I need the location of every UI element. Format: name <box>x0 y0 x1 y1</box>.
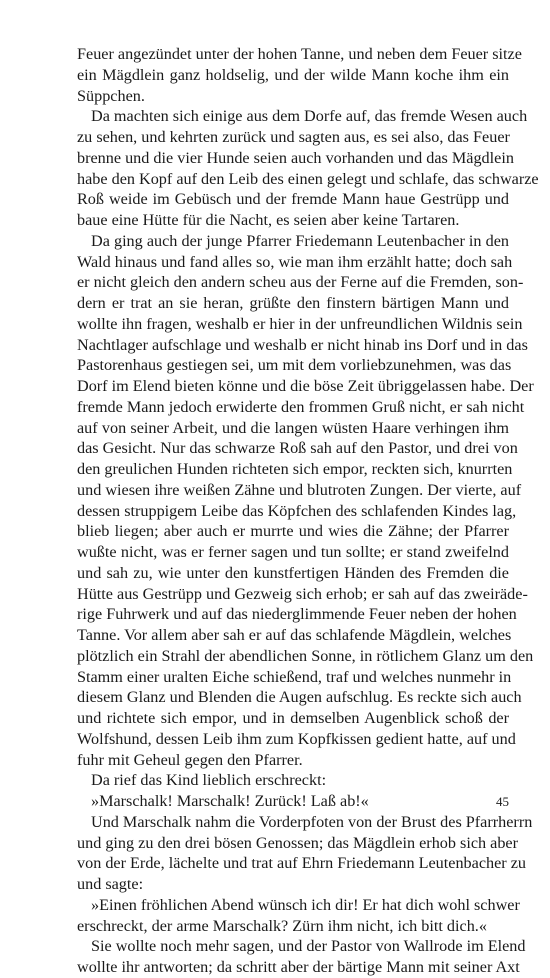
text-line: Dorf im Elend bieten könne und die böse Zeit übriggelassen habe. Der <box>77 377 534 395</box>
text-line: baue eine Hütte für die Nacht, es seien aber keine Tartaren. <box>77 211 460 229</box>
text-line: diesem Glanz und Blenden die Augen aufschlug. Es reckte sich auch <box>77 688 522 707</box>
text-line: und ging zu den drei bösen Genossen; das Mägdlein erhob sich aber <box>77 833 518 852</box>
text-line: dern er trat an sie heran, grüßte den finstern bärtigen Mann und <box>77 294 509 312</box>
text-line: wußte nicht, was er ferner sagen und tun sollte; er stand zweifelnd <box>77 543 509 561</box>
text-line: ein Mägdlein ganz holdselig, und der wilde Mann koche ihm ein <box>77 65 509 84</box>
text-line: dessen struppigem Leibe das Köpfchen des schlafenden Kindes lag, <box>77 501 517 520</box>
text-line: brenne und die vier Hunde seien auch vorhanden und das Mägdlein <box>77 148 514 167</box>
text-line: fuhr mit Geheul gegen den Pfarrer. <box>77 750 303 769</box>
text-line: auf von seiner Arbeit, und die langen wüsten Haare verhingen ihm <box>77 418 509 437</box>
text-line: den greulichen Hunden richteten sich empor, reckten sich, knurrten <box>77 460 513 478</box>
text-line: Nachtlager aufschlage und weshalb er nicht hinab ins Dorf und in das <box>77 335 528 354</box>
text-line: Tanne. Vor allem aber sah er auf das schlafende Mägdlein, welches <box>77 626 512 644</box>
text-line: Pastorenhaus gestiegen sei, um mit dem vorliebzunehmen, was das <box>77 356 512 375</box>
text-line: er nicht gleich den andern scheu aus der Ferne auf die Fremden, son- <box>77 273 524 292</box>
text-line: Und Marschalk nahm die Vorderpfoten von der Brust des Pfarrherrn <box>91 812 533 831</box>
text-line: Stamm einer uralten Eiche schießend, traf und welches nunmehr in <box>77 667 512 686</box>
text-line: »Marschalk! Marschalk! Zurück! Laß ab!« <box>91 792 369 810</box>
text-line: von der Erde, lächelte und trat auf Ehrn Friedemann Leutenbacher zu <box>77 854 527 873</box>
text-line: Da ging auch der junge Pfarrer Friedemann Leutenbacher in den <box>91 231 509 250</box>
text-body <box>77 44 539 978</box>
text-line: erschreckt, der arme Marschalk? Zürn ihm nicht, ich bitt dich.« <box>77 916 487 935</box>
text-line: wollte ihr antworten; da schritt aber der bärtige Mann mit seiner Axt <box>77 958 520 976</box>
text-line: und wiesen ihre weißen Zähne und blutroten Zungen. Der vierte, auf <box>77 480 522 499</box>
text-line: Wolfshund, dessen Leib ihm zum Kopfkissen gedient hatte, auf und <box>77 729 516 748</box>
text-line: Sie wollte noch mehr sagen, und der Pastor von Wallrode im Elend <box>91 937 526 956</box>
text-line: »Einen fröhlichen Abend wünsch ich dir! Er hat dich wohl schwer <box>91 895 520 914</box>
text-line: plötzlich ein Strahl der abendlichen Sonne, in rötlichem Glanz um den <box>77 646 534 665</box>
text-line: Wald hinaus und fand alles so, wie man ihm erzählt hatte; doch sah <box>77 252 513 271</box>
text-line: und sah zu, wie unter den kunstfertigen Händen des Fremden die <box>77 563 509 582</box>
text-line: habe den Kopf auf den Leib des einen gelegt und schlafe, das schwarze <box>77 169 539 188</box>
text-line: Süppchen. <box>77 86 145 105</box>
text-line: und sagte: <box>77 875 144 893</box>
text-line: rige Fuhrwerk und auf das niederglimmende Feuer neben der hohen <box>77 605 517 624</box>
text-line: zu sehen, und kehrten zurück und sagten aus, es sei also, das Feuer <box>77 128 510 146</box>
text-line: wollte ihn fragen, weshalb er hier in der unfreundlichen Wildnis sein <box>77 314 523 333</box>
text-line: Da machten sich einige aus dem Dorfe auf, das fremde Wesen auch <box>91 107 528 126</box>
text-line: und richtete sich empor, und in demselben Augenblick schoß der <box>77 709 509 727</box>
text-line: Roß weide im Gebüsch und der fremde Mann haue Gestrüpp und <box>77 190 509 209</box>
page-number: 45 <box>496 794 509 809</box>
text-line: blieb liegen; aber auch er murrte und wies die Zähne; der Pfarrer <box>77 522 509 541</box>
text-line: Da rief das Kind lieblich erschreckt: <box>91 771 327 790</box>
text-line: Feuer angezündet unter der hohen Tanne, und neben dem Feuer sitze <box>77 45 522 63</box>
text-line: das Gesicht. Nur das schwarze Roß sah auf den Pastor, und drei von <box>77 439 518 458</box>
text-line: Hütte aus Gestrüpp und Gezweig sich erhob; er sah auf das zweiräde- <box>77 584 528 603</box>
text-line: fremde Mann jedoch erwiderte den frommen Gruß nicht, er sah nicht <box>77 397 525 416</box>
